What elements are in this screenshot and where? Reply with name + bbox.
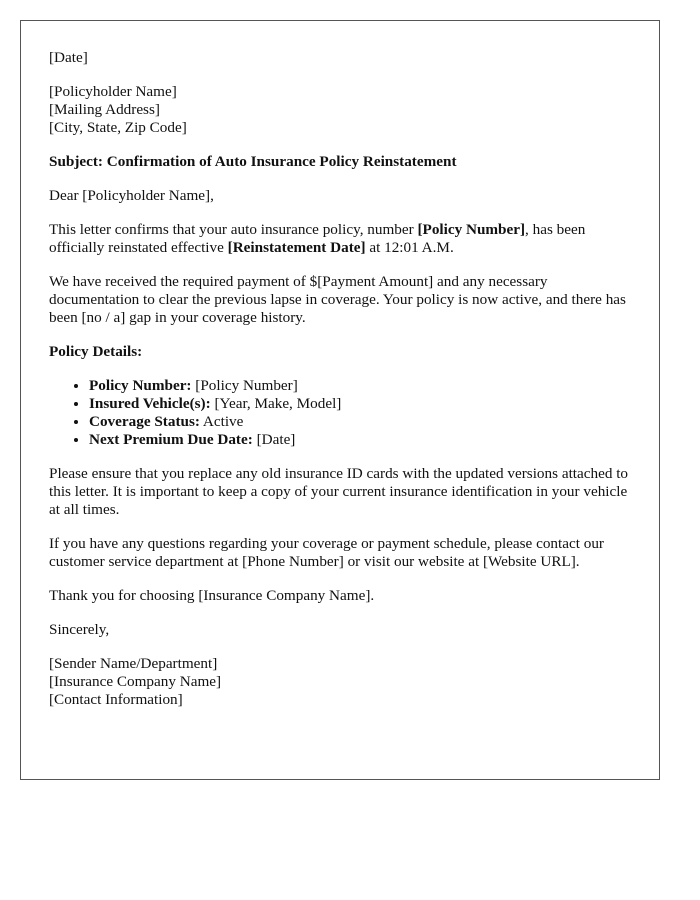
policy-detail-item: [89, 413, 631, 431]
letter-date-block: [49, 49, 631, 67]
paragraph-confirmation-part1: This letter confirms that your auto insurance policy, number: [49, 221, 418, 238]
letter-page: [20, 20, 660, 780]
paragraph-payment: We have received the required payment of $[Payment Amount] and any necessary documentation to clear the previous lapse in coverage. Your policy is now active, and there has been [no / a] gap in your coverage history.: [49, 273, 626, 326]
policy-detail-label: Coverage Status:: [89, 413, 200, 430]
recipient-city-state-zip: [City, State, Zip Code]: [49, 119, 187, 136]
paragraph-contact: If you have any questions regarding your coverage or payment schedule, please contact our customer service department at [Phone Number] or visit our website at [Website URL].: [49, 535, 604, 570]
policy-detail-label: Next Premium Due Date:: [89, 431, 253, 448]
policy-detail-value: Active: [199, 413, 244, 430]
policy-detail-item: [89, 395, 631, 413]
signature-company: [Insurance Company Name]: [49, 673, 222, 690]
closing: Sincerely,: [49, 621, 110, 638]
policy-detail-item: [89, 431, 631, 449]
paragraph-confirmation-part3: at 12:01 A.M.: [365, 239, 454, 256]
policy-details-list: [49, 377, 631, 449]
recipient-address: [Mailing Address]: [49, 101, 160, 118]
reinstatement-date-inline: [Reinstatement Date]: [227, 239, 366, 256]
signature-sender: [Sender Name/Department]: [49, 655, 218, 672]
paragraph-id-cards: Please ensure that you replace any old insurance ID cards with the updated versions attached to this letter. It is important to keep a copy of your current insurance identification in your vehicle at all times.: [49, 465, 629, 518]
letter-subject: Subject: Confirmation of Auto Insurance Policy Reinstatement: [49, 153, 457, 170]
policy-detail-value: [Date]: [252, 431, 296, 448]
paragraph-confirmation-part2: , has been officially reinstated effective: [49, 221, 586, 256]
policy-detail-label: Policy Number:: [89, 377, 192, 394]
recipient-address-block: [49, 83, 631, 137]
policy-number-inline: [Policy Number]: [417, 221, 526, 238]
paragraph-confirmation: [49, 221, 631, 257]
letter-date: [Date]: [49, 49, 88, 66]
policy-detail-value: [Year, Make, Model]: [210, 395, 342, 412]
salutation: Dear [Policyholder Name],: [49, 187, 214, 204]
signature-block: [49, 655, 631, 709]
signature-contact: [Contact Information]: [49, 691, 183, 708]
recipient-name: [Policyholder Name]: [49, 83, 177, 100]
paragraph-thanks: Thank you for choosing [Insurance Company Name].: [49, 587, 375, 604]
policy-detail-value: [Policy Number]: [191, 377, 298, 394]
policy-detail-label: Insured Vehicle(s):: [89, 395, 211, 412]
policy-detail-item: [89, 377, 631, 395]
policy-details-heading: Policy Details:: [49, 343, 143, 360]
